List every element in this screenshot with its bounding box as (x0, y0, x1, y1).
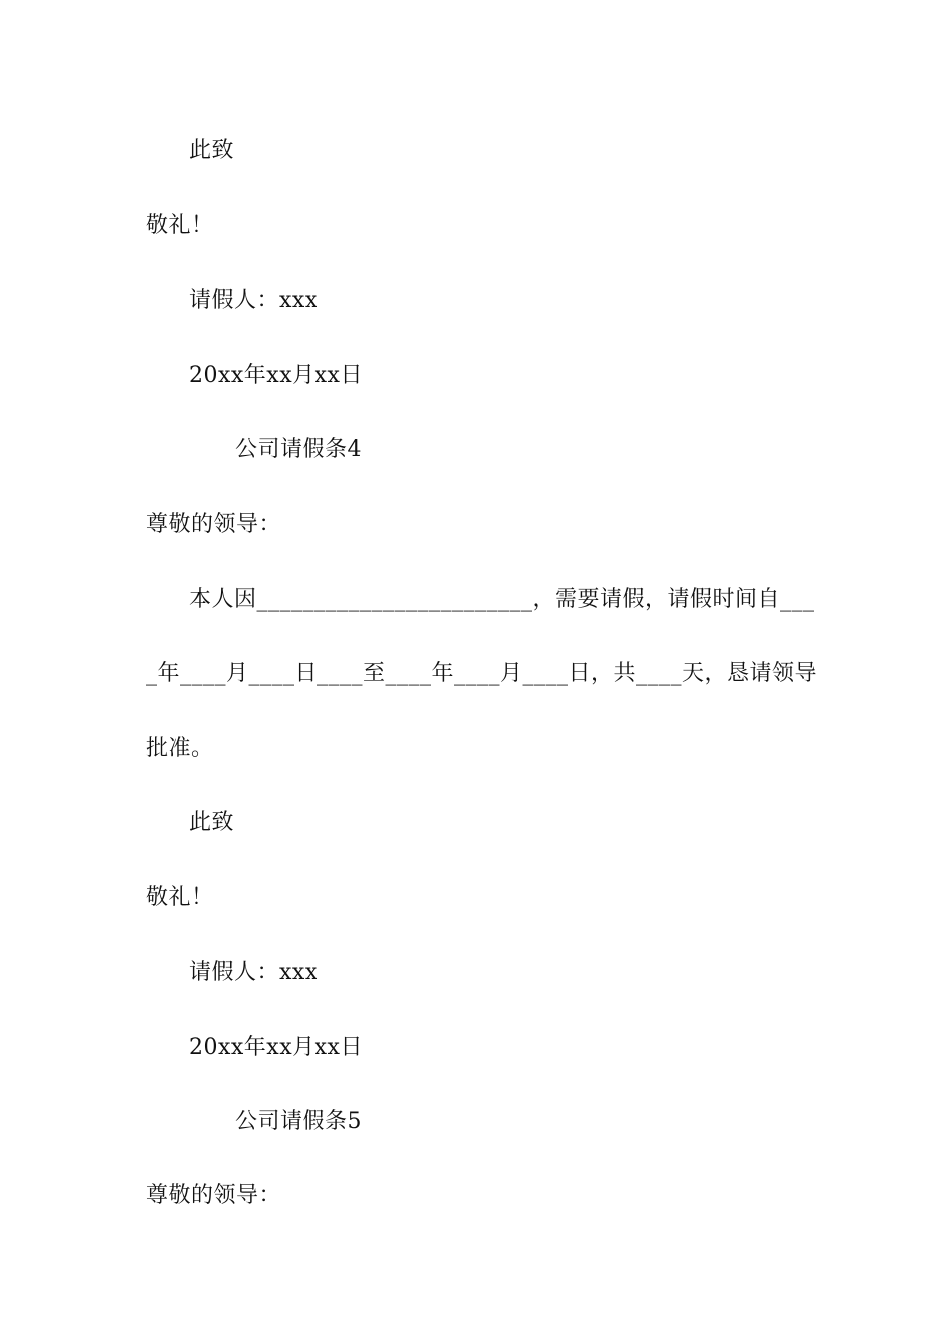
signature-date: 20xx年xx月xx日 (189, 363, 363, 388)
salute-text: 敬礼！ (146, 885, 214, 910)
body-paragraph-line: 本人因________________________，需要请假，请假时间自___ (189, 587, 815, 612)
salute-text: 敬礼！ (146, 213, 214, 238)
section-title: 公司请假条4 (235, 437, 362, 462)
body-paragraph-line: _年____月____日____至____年____月____日，共____天，恳请领导 (146, 661, 818, 686)
requester-signature: 请假人：xxx (189, 960, 318, 985)
closing-text: 此致 (189, 138, 235, 163)
section-title: 公司请假条5 (235, 1109, 362, 1134)
greeting-text: 尊敬的领导： (146, 512, 282, 537)
signature-date: 20xx年xx月xx日 (189, 1035, 363, 1060)
body-paragraph-line: 批准。 (146, 736, 214, 761)
closing-text: 此致 (189, 810, 235, 835)
greeting-text: 尊敬的领导： (146, 1183, 282, 1208)
requester-signature: 请假人：xxx (189, 288, 318, 313)
